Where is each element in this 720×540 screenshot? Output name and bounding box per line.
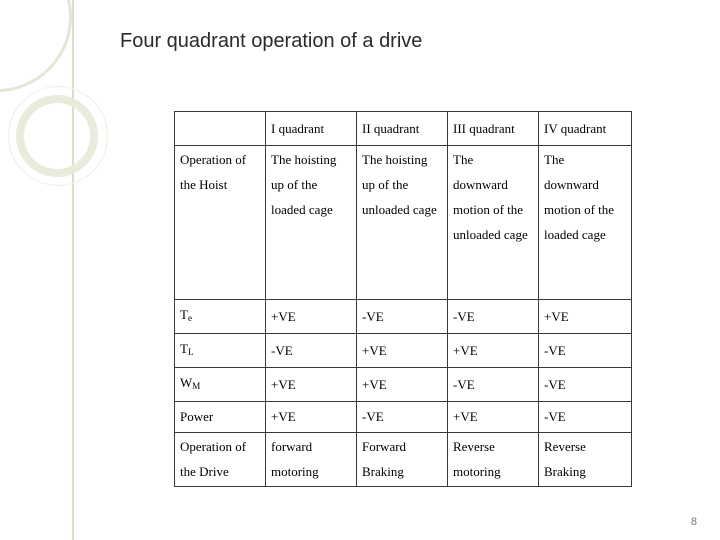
table-cell: -VE	[448, 300, 539, 334]
slide-title: Four quadrant operation of a drive	[120, 30, 423, 52]
table-cell: -VE	[357, 402, 448, 433]
table-cell: The hoisting up of the unloaded cage	[357, 146, 448, 300]
table-cell: -VE	[539, 368, 632, 402]
table-cell: +VE	[357, 368, 448, 402]
table-cell: -VE	[539, 402, 632, 433]
table-cell: The downward motion of the loaded cage	[539, 146, 632, 300]
row-label-wm: $W_M$	[175, 368, 266, 402]
table-cell: +VE	[448, 334, 539, 368]
table-row-power	[175, 402, 632, 433]
table-row-tl	[175, 334, 632, 368]
table-cell: -VE	[357, 300, 448, 334]
quadrant-table	[174, 111, 632, 487]
page-number: 8	[690, 516, 697, 528]
table-cell: -VE	[448, 368, 539, 402]
table-row-wm	[175, 368, 632, 402]
row-label-te: $T_e$	[175, 300, 266, 334]
row-label: Operation of the Drive	[175, 433, 266, 487]
table-cell: forward motoring	[266, 433, 357, 487]
decorative-ring-outline	[8, 86, 108, 186]
header-cell: I quadrant	[266, 112, 357, 146]
table-cell: Reverse motoring	[448, 433, 539, 487]
table-cell: +VE	[266, 300, 357, 334]
table-row-drive-operation	[175, 433, 632, 487]
table-header-row	[175, 112, 632, 146]
table-cell: +VE	[266, 402, 357, 433]
row-label: Operation of the Hoist	[175, 146, 266, 300]
table-cell: +VE	[539, 300, 632, 334]
slide-accent-bar	[72, 0, 74, 540]
table-cell: Reverse Braking	[539, 433, 632, 487]
table-cell: The downward motion of the unloaded cage	[448, 146, 539, 300]
decorative-circle	[0, 0, 72, 92]
header-cell-empty	[175, 112, 266, 146]
table-cell: -VE	[539, 334, 632, 368]
table-cell: +VE	[266, 368, 357, 402]
table-cell: +VE	[448, 402, 539, 433]
table-cell: The hoisting up of the loaded cage	[266, 146, 357, 300]
table-cell: -VE	[266, 334, 357, 368]
table-cell: Forward Braking	[357, 433, 448, 487]
row-label-tl: $T_L$	[175, 334, 266, 368]
row-label-power: Power	[175, 402, 266, 433]
table-row-hoist-operation	[175, 146, 632, 300]
header-cell: IV quadrant	[539, 112, 632, 146]
table-row-te	[175, 300, 632, 334]
header-cell: II quadrant	[357, 112, 448, 146]
header-cell: III quadrant	[448, 112, 539, 146]
table-cell: +VE	[357, 334, 448, 368]
